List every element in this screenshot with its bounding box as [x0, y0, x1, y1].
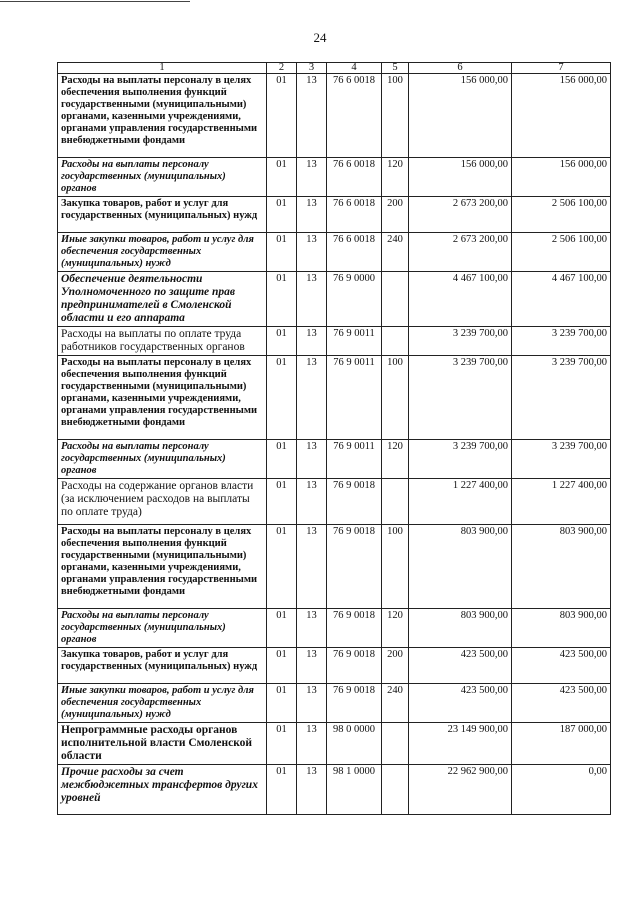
- header-row: [58, 63, 611, 74]
- row-name-cell: Расходы на выплаты по оплате труда работников государственных органов: [58, 327, 267, 356]
- row-name-cell: Расходы на выплаты персоналу в целях обеспечения выполнения функций государственными (муниципальными) органами, казенными учреждениями, органами управления государственными внебюджетными фондами: [58, 525, 267, 609]
- subsection-code-cell: 13: [297, 525, 327, 609]
- amount-year1-cell: 803 900,00: [409, 525, 512, 609]
- top-rule: [0, 1, 190, 2]
- column-header: 7: [512, 63, 611, 74]
- subsection-code-cell: 13: [297, 356, 327, 440]
- table-row: [58, 479, 611, 525]
- target-article-cell: 98 0 0000: [327, 723, 382, 765]
- target-article-cell: 76 9 0011: [327, 440, 382, 479]
- budget-table: [57, 62, 611, 815]
- section-code-cell: 01: [267, 327, 297, 356]
- expense-type-cell: 100: [382, 525, 409, 609]
- row-name-cell: Расходы на выплаты персоналу государственных (муниципальных) органов: [58, 609, 267, 648]
- amount-year1-cell: 2 673 200,00: [409, 197, 512, 233]
- amount-year2-cell: 2 506 100,00: [512, 197, 611, 233]
- expense-type-cell: 100: [382, 74, 409, 158]
- amount-year2-cell: 156 000,00: [512, 74, 611, 158]
- row-name-cell: Расходы на выплаты персоналу государственных (муниципальных) органов: [58, 158, 267, 197]
- table-row: [58, 197, 611, 233]
- amount-year2-cell: 423 500,00: [512, 684, 611, 723]
- subsection-code-cell: 13: [297, 479, 327, 525]
- amount-year2-cell: 156 000,00: [512, 158, 611, 197]
- column-header: 5: [382, 63, 409, 74]
- table-row: [58, 327, 611, 356]
- amount-year2-cell: 3 239 700,00: [512, 327, 611, 356]
- page-number: 24: [313, 30, 327, 45]
- subsection-code-cell: 13: [297, 233, 327, 272]
- amount-year1-cell: 4 467 100,00: [409, 272, 512, 327]
- table-row: [58, 525, 611, 609]
- amount-year1-cell: 423 500,00: [409, 648, 512, 684]
- section-code-cell: 01: [267, 158, 297, 197]
- amount-year1-cell: 3 239 700,00: [409, 440, 512, 479]
- expense-type-cell: 120: [382, 609, 409, 648]
- amount-year2-cell: 3 239 700,00: [512, 440, 611, 479]
- row-name-cell: Иные закупки товаров, работ и услуг для обеспечения государственных (муниципальных) нужд: [58, 233, 267, 272]
- expense-type-cell: 120: [382, 440, 409, 479]
- amount-year2-cell: 3 239 700,00: [512, 356, 611, 440]
- table-row: [58, 158, 611, 197]
- amount-year2-cell: 1 227 400,00: [512, 479, 611, 525]
- table-row: [58, 723, 611, 765]
- section-code-cell: 01: [267, 74, 297, 158]
- target-article-cell: 76 6 0018: [327, 158, 382, 197]
- amount-year2-cell: 2 506 100,00: [512, 233, 611, 272]
- section-code-cell: 01: [267, 609, 297, 648]
- target-article-cell: 76 9 0018: [327, 648, 382, 684]
- section-code-cell: 01: [267, 479, 297, 525]
- section-code-cell: 01: [267, 197, 297, 233]
- amount-year1-cell: 423 500,00: [409, 684, 512, 723]
- target-article-cell: 76 9 0018: [327, 525, 382, 609]
- table-row: [58, 233, 611, 272]
- section-code-cell: 01: [267, 723, 297, 765]
- row-name-cell: Расходы на содержание органов власти (за исключением расходов на выплаты по оплате труда): [58, 479, 267, 525]
- row-name-cell: Расходы на выплаты персоналу в целях обеспечения выполнения функций государственными (муниципальными) органами, казенными учреждениями, органами управления государственными внебюджетными фондами: [58, 74, 267, 158]
- expense-type-cell: [382, 272, 409, 327]
- amount-year1-cell: 156 000,00: [409, 158, 512, 197]
- row-name-cell: Обеспечение деятельности Уполномоченного по защите прав предпринимателей в Смоленской области и его аппарата: [58, 272, 267, 327]
- expense-type-cell: 120: [382, 158, 409, 197]
- section-code-cell: 01: [267, 440, 297, 479]
- target-article-cell: 76 9 0000: [327, 272, 382, 327]
- row-name-cell: Непрограммные расходы органов исполнительной власти Смоленской области: [58, 723, 267, 765]
- amount-year2-cell: 0,00: [512, 765, 611, 815]
- subsection-code-cell: 13: [297, 327, 327, 356]
- amount-year2-cell: 423 500,00: [512, 648, 611, 684]
- expense-type-cell: 200: [382, 648, 409, 684]
- subsection-code-cell: 13: [297, 158, 327, 197]
- table-row: [58, 684, 611, 723]
- subsection-code-cell: 13: [297, 74, 327, 158]
- amount-year1-cell: 803 900,00: [409, 609, 512, 648]
- expense-type-cell: 240: [382, 233, 409, 272]
- target-article-cell: 76 9 0018: [327, 684, 382, 723]
- amount-year1-cell: 3 239 700,00: [409, 327, 512, 356]
- section-code-cell: 01: [267, 525, 297, 609]
- expense-type-cell: [382, 765, 409, 815]
- section-code-cell: 01: [267, 684, 297, 723]
- subsection-code-cell: 13: [297, 609, 327, 648]
- row-name-cell: Иные закупки товаров, работ и услуг для обеспечения государственных (муниципальных) нужд: [58, 684, 267, 723]
- target-article-cell: 76 9 0018: [327, 609, 382, 648]
- table-row: [58, 609, 611, 648]
- amount-year1-cell: 22 962 900,00: [409, 765, 512, 815]
- section-code-cell: 01: [267, 233, 297, 272]
- section-code-cell: 01: [267, 272, 297, 327]
- column-header: 2: [267, 63, 297, 74]
- expense-type-cell: [382, 479, 409, 525]
- row-name-cell: Расходы на выплаты персоналу в целях обеспечения выполнения функций государственными (муниципальными) органами, казенными учреждениями, органами управления государственными внебюджетными фондами: [58, 356, 267, 440]
- table-row: [58, 648, 611, 684]
- row-name-cell: Закупка товаров, работ и услуг для государственных (муниципальных) нужд: [58, 648, 267, 684]
- expense-type-cell: 240: [382, 684, 409, 723]
- section-code-cell: 01: [267, 356, 297, 440]
- table-row: [58, 272, 611, 327]
- expense-type-cell: [382, 327, 409, 356]
- target-article-cell: 98 1 0000: [327, 765, 382, 815]
- row-name-cell: Прочие расходы за счет межбюджетных трансфертов других уровней: [58, 765, 267, 815]
- column-header: 4: [327, 63, 382, 74]
- subsection-code-cell: 13: [297, 765, 327, 815]
- table-body: [58, 74, 611, 815]
- column-header: 1: [58, 63, 267, 74]
- target-article-cell: 76 6 0018: [327, 197, 382, 233]
- table-row: [58, 74, 611, 158]
- section-code-cell: 01: [267, 648, 297, 684]
- target-article-cell: 76 6 0018: [327, 74, 382, 158]
- target-article-cell: 76 9 0018: [327, 479, 382, 525]
- amount-year1-cell: 3 239 700,00: [409, 356, 512, 440]
- subsection-code-cell: 13: [297, 197, 327, 233]
- expense-type-cell: [382, 723, 409, 765]
- target-article-cell: 76 9 0011: [327, 327, 382, 356]
- column-header: 6: [409, 63, 512, 74]
- amount-year1-cell: 1 227 400,00: [409, 479, 512, 525]
- row-name-cell: Расходы на выплаты персоналу государственных (муниципальных) органов: [58, 440, 267, 479]
- expense-type-cell: 200: [382, 197, 409, 233]
- subsection-code-cell: 13: [297, 684, 327, 723]
- subsection-code-cell: 13: [297, 648, 327, 684]
- section-code-cell: 01: [267, 765, 297, 815]
- amount-year1-cell: 156 000,00: [409, 74, 512, 158]
- subsection-code-cell: 13: [297, 272, 327, 327]
- amount-year2-cell: 803 900,00: [512, 525, 611, 609]
- amount-year2-cell: 803 900,00: [512, 609, 611, 648]
- target-article-cell: 76 9 0011: [327, 356, 382, 440]
- amount-year2-cell: 187 000,00: [512, 723, 611, 765]
- amount-year2-cell: 4 467 100,00: [512, 272, 611, 327]
- target-article-cell: 76 6 0018: [327, 233, 382, 272]
- table-row: [58, 356, 611, 440]
- table-row: [58, 765, 611, 815]
- amount-year1-cell: 23 149 900,00: [409, 723, 512, 765]
- column-header: 3: [297, 63, 327, 74]
- subsection-code-cell: 13: [297, 440, 327, 479]
- expense-type-cell: 100: [382, 356, 409, 440]
- row-name-cell: Закупка товаров, работ и услуг для государственных (муниципальных) нужд: [58, 197, 267, 233]
- amount-year1-cell: 2 673 200,00: [409, 233, 512, 272]
- table-row: [58, 440, 611, 479]
- subsection-code-cell: 13: [297, 723, 327, 765]
